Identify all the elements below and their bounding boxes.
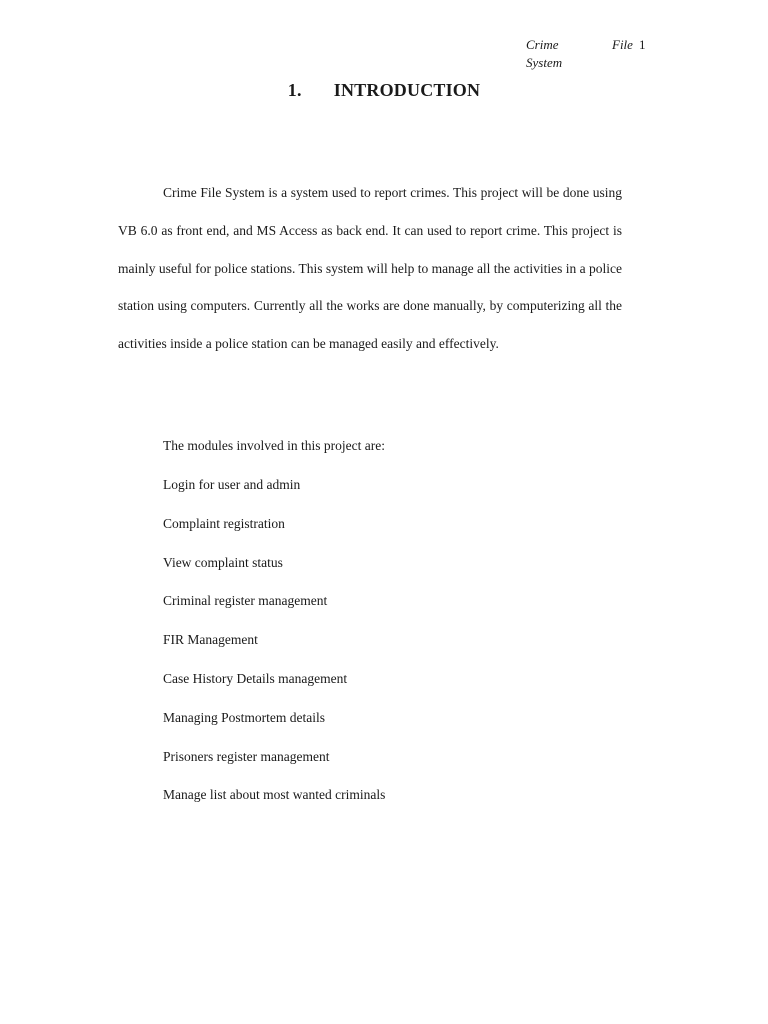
modules-list: [163, 474, 623, 823]
page-number: 1: [639, 37, 646, 52]
module-item: FIR Management: [163, 632, 258, 648]
header-system: System: [526, 55, 563, 70]
modules-section: [163, 435, 623, 823]
intro-paragraph: Crime File System is a system used to report crimes. This project will be done using VB 6.0 as front end, and MS Access as back end. It can used to report crime. This project is mainly useful for police stations. This system will help to manage all the activities in a police station using computers. Currently all the works are done manually, by computerizing all the activities inside a police station can be managed easily and effectively.: [118, 185, 623, 352]
header-file: File: [612, 37, 633, 52]
module-item: Manage list about most wanted criminals: [163, 787, 386, 803]
module-item: Case History Details management: [163, 670, 348, 686]
module-item: Criminal register management: [163, 593, 328, 609]
module-item: Complaint registration: [163, 515, 285, 531]
module-item: Prisoners register management: [163, 748, 330, 764]
modules-intro: The modules involved in this project are:: [163, 438, 385, 453]
module-item: View complaint status: [163, 554, 283, 570]
section-heading: [0, 79, 768, 101]
module-item: Login for user and admin: [163, 477, 301, 492]
module-item: Managing Postmortem details: [163, 709, 325, 725]
section-title: INTRODUCTION: [333, 80, 481, 100]
section-number: 1.: [287, 80, 302, 100]
header-crime: Crime: [526, 37, 559, 52]
